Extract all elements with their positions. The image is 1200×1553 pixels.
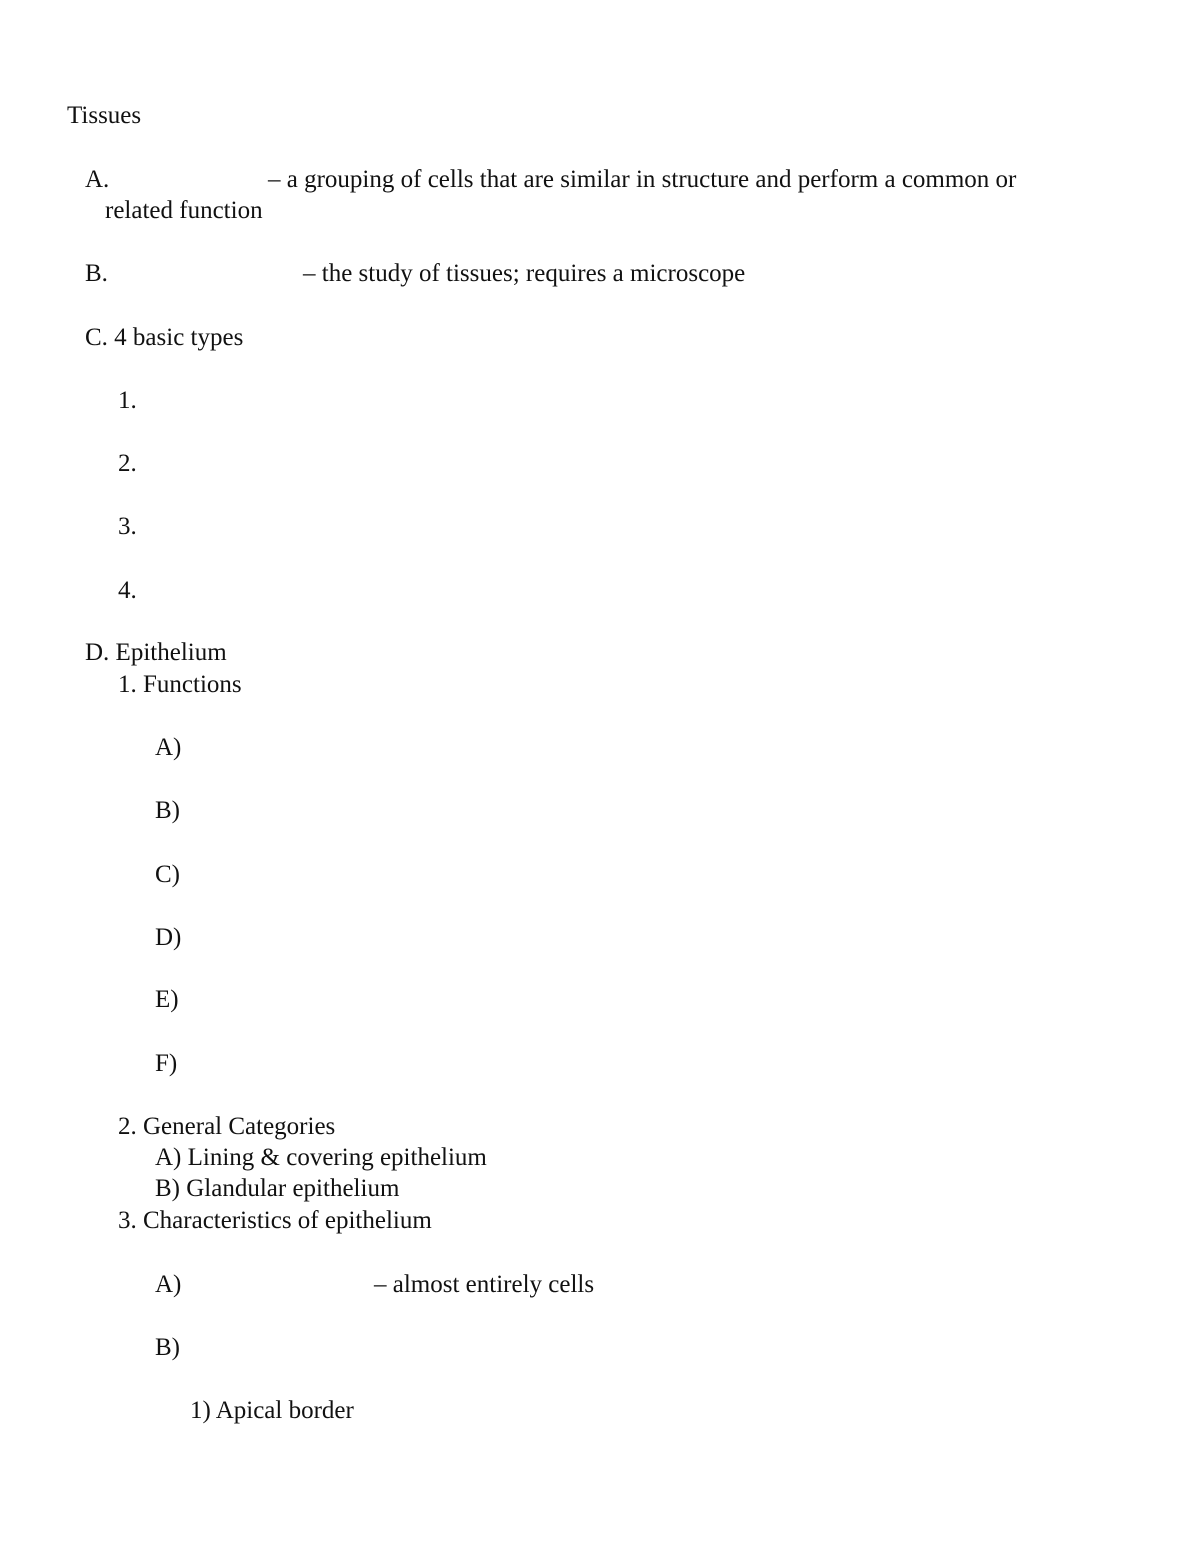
function-item: A) [155,734,182,761]
document-title: Tissues [67,102,142,129]
section-a-text: – a grouping of cells that are similar in structure and perform a common or [268,166,1017,193]
function-item: D) [155,924,182,951]
function-item: F) [155,1050,178,1077]
basic-type-item: 1. [118,387,137,414]
basic-type-item: 2. [118,450,137,477]
section-d-heading: D. Epithelium [85,639,227,666]
characteristics-heading: 3. Characteristics of epithelium [118,1207,432,1234]
basic-type-item: 4. [118,577,137,604]
function-item: C) [155,861,180,888]
function-item: B) [155,797,180,824]
function-item: E) [155,986,179,1013]
section-a-continuation: related function [105,197,263,224]
basic-type-item: 3. [118,513,137,540]
characteristic-a-label: A) [155,1271,182,1298]
section-b-label: B. [85,260,108,287]
characteristic-a-text: – almost entirely cells [374,1271,595,1298]
characteristic-b-label: B) [155,1334,180,1361]
category-item: A) Lining & covering epithelium [155,1144,487,1171]
functions-heading: 1. Functions [118,671,242,698]
section-c-heading: C. 4 basic types [85,324,244,351]
categories-heading: 2. General Categories [118,1113,336,1140]
section-a-label: A. [85,166,110,193]
apical-border-item: 1) Apical border [190,1397,354,1424]
section-b-text: – the study of tissues; requires a microscope [303,260,746,287]
category-item: B) Glandular epithelium [155,1175,400,1202]
